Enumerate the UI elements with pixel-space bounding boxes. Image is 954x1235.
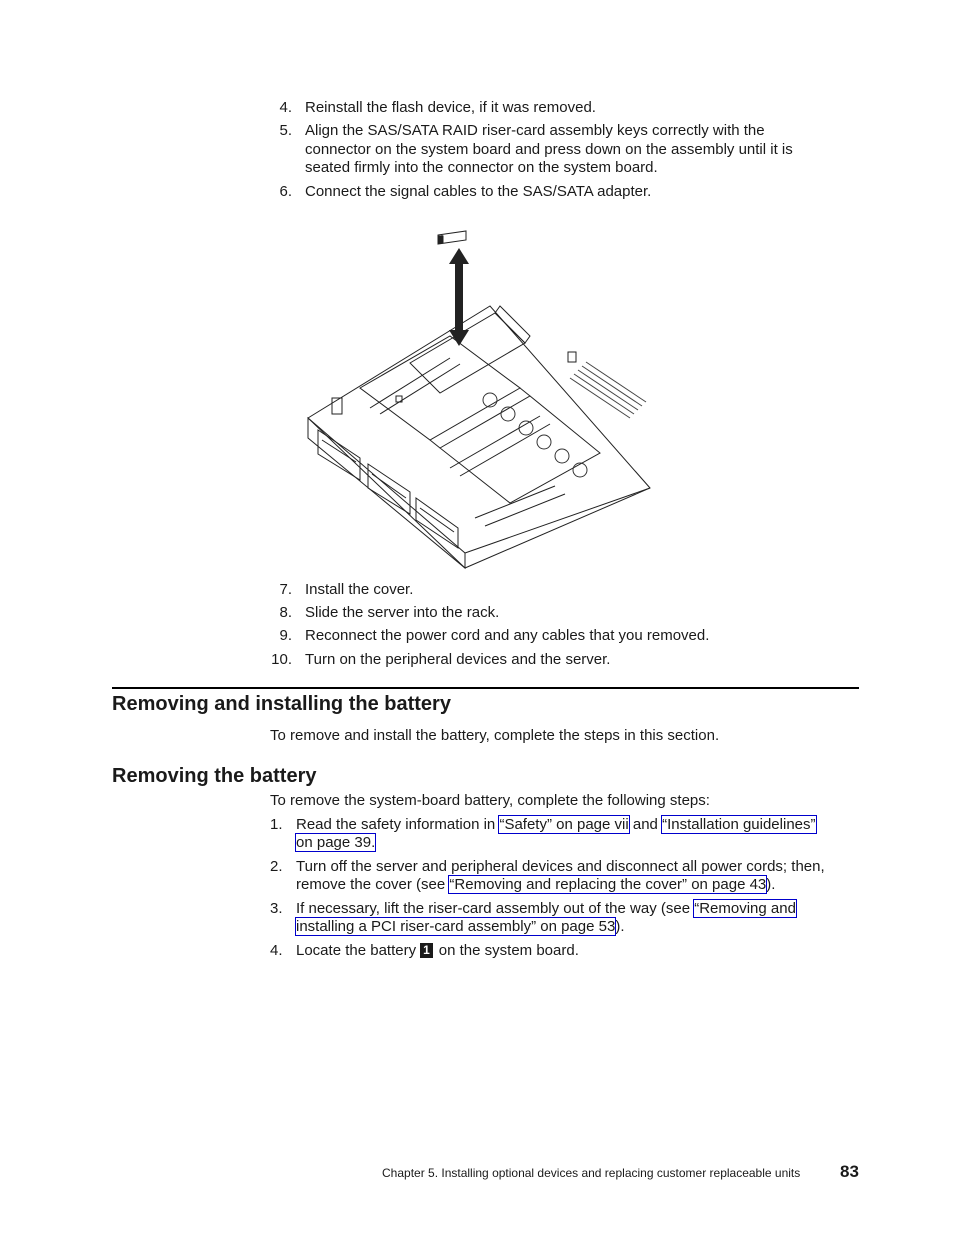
installation-guidelines-link[interactable]: on page 39. xyxy=(296,834,376,851)
installation-guidelines-link[interactable]: “Installation guidelines” xyxy=(662,816,816,833)
section-intro: To remove and install the battery, complete the steps in this section. xyxy=(270,727,720,744)
step-text: Locate the battery 1 on the system board. xyxy=(296,942,579,959)
step-text xyxy=(296,834,375,852)
safety-link[interactable]: “Safety” on page vii xyxy=(499,816,629,833)
step-text: If necessary, lift the riser-card assembly out of the way (see “Removing and xyxy=(296,900,796,917)
subsection-heading: Removing the battery xyxy=(112,765,317,787)
step-number: 2. xyxy=(270,858,283,875)
step-text: Turn off the server and peripheral devices and disconnect all power cords; then, xyxy=(296,858,825,875)
step-number: 1. xyxy=(270,816,283,833)
step-text: connector on the system board and press down on the assembly until it is xyxy=(305,141,793,158)
step-number: 9. xyxy=(279,627,292,644)
callout-badge: 1 xyxy=(420,943,433,958)
step-number: 7. xyxy=(279,581,292,598)
step-text: installing a PCI riser-card assembly” on page 53). xyxy=(296,918,625,935)
step-text: seated firmly into the connector on the system board. xyxy=(305,159,658,176)
step-number: 6. xyxy=(279,183,292,200)
step-number: 5. xyxy=(279,122,292,139)
down-up-arrow-icon xyxy=(449,248,469,346)
step-number: 4. xyxy=(270,942,283,959)
step-text: Align the SAS/SATA RAID riser-card assembly keys correctly with the xyxy=(305,122,765,139)
step-text: Reconnect the power cord and any cables that you removed. xyxy=(305,627,710,644)
step-text: Install the cover. xyxy=(305,581,414,598)
step-text: Turn on the peripheral devices and the server. xyxy=(305,651,611,668)
riser-card-link[interactable]: “Removing and xyxy=(694,900,796,917)
step-number: 8. xyxy=(279,604,292,621)
removing-cover-link[interactable]: “Removing and replacing the cover” on page 43 xyxy=(449,876,767,893)
riser-card-link[interactable]: installing a PCI riser-card assembly” on page 53 xyxy=(296,918,616,935)
step-number: 10. xyxy=(271,651,292,668)
section-rule xyxy=(112,687,859,689)
section-heading: Removing and installing the battery xyxy=(112,693,451,715)
step-text: Reinstall the flash device, if it was removed. xyxy=(305,99,596,116)
step-number: 4. xyxy=(279,99,292,116)
step-number: 3. xyxy=(270,900,283,917)
step-text: Read the safety information in “Safety” on page vii and “Installation guidelines” xyxy=(296,816,816,833)
footer-chapter: Chapter 5. Installing optional devices and replacing customer replaceable units xyxy=(382,1166,801,1180)
step-text: Slide the server into the rack. xyxy=(305,604,500,621)
subsection-intro: To remove the system-board battery, complete the following steps: xyxy=(270,792,710,809)
riser-card-installation-illustration xyxy=(300,218,660,573)
step-text: Connect the signal cables to the SAS/SATA adapter. xyxy=(305,183,652,200)
page-number: 83 xyxy=(840,1162,859,1181)
step-text: remove the cover (see “Removing and replacing the cover” on page 43). xyxy=(296,876,776,893)
